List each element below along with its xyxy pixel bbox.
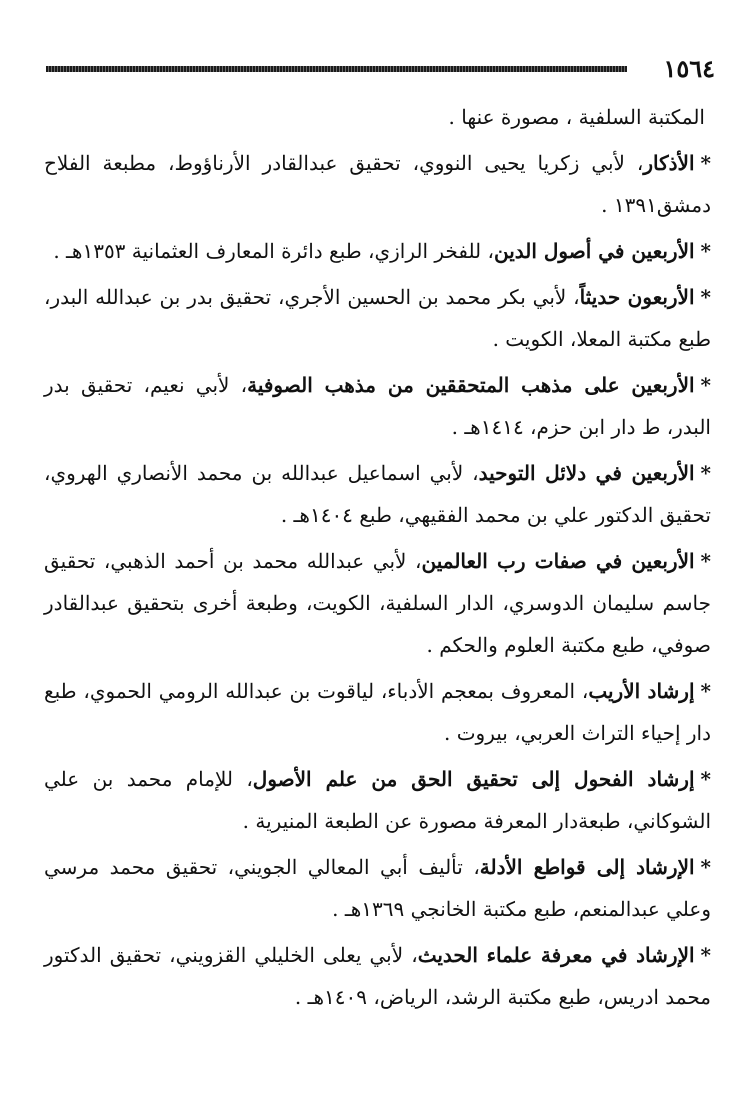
bibliography-entry: [44, 230, 711, 272]
entry-title: الأربعين في صفات رب العالمين: [421, 549, 695, 573]
bullet-star-icon: *: [700, 943, 711, 967]
bullet-star-icon: *: [700, 767, 711, 791]
entry-description: ، لأبي زكريا يحيى النووي، تحقيق عبدالقادر الأرناؤوط، مطبعة الفلاح دمشق١٣٩١ .: [44, 151, 711, 217]
entry-description: المكتبة السلفية ، مصورة عنها .: [448, 105, 705, 129]
entry-title: الإرشاد إلى قواطع الأدلة: [479, 855, 695, 879]
bibliography-entry: [44, 846, 711, 930]
bullet-star-icon: *: [700, 549, 711, 573]
entry-title: الإرشاد في معرفة علماء الحديث: [417, 943, 695, 967]
entry-description: ، للإمام محمد بن علي الشوكاني، طبعةدار المعرفة مصورة عن الطبعة المنيرية .: [44, 767, 711, 833]
bibliography-entry: [44, 540, 711, 666]
bullet-star-icon: *: [700, 461, 712, 485]
entry-description: ، لأبي بكر محمد بن الحسين الأجري، تحقيق بدر بن عبدالله البدر، طبع مكتبة المعلا، الكويت .: [44, 285, 711, 351]
bullet-star-icon: *: [700, 285, 711, 309]
bullet-star-icon: *: [700, 239, 711, 263]
entry-description: ، لأبي اسماعيل عبدالله بن محمد الأنصاري الهروي، تحقيق الدكتور علي بن محمد الفقيهي، طبع ١٤٠٤هـ .: [44, 461, 711, 527]
entry-description: ، لأبي عبدالله محمد بن أحمد الذهبي، تحقيق جاسم سليمان الدوسري، الدار السلفية، الكويت، وطبعة أخرى بتحقيق عبدالقادر صوفي، طبع مكتبة العلوم والحكم .: [44, 549, 712, 657]
bibliography-entry: [44, 142, 711, 226]
page-number: ١٥٦٤: [663, 54, 715, 83]
entry-title: إرشاد الأريب: [588, 679, 695, 703]
bibliography-list: [44, 96, 711, 1022]
bibliography-entry: [44, 452, 711, 536]
entry-title: إرشاد الفحول إلى تحقيق الحق من علم الأصول: [252, 767, 695, 791]
entry-title: الأربعين في دلائل التوحيد: [478, 461, 695, 485]
entry-description: ، المعروف بمعجم الأدباء، لياقوت بن عبدالله الرومي الحموي، طبع دار إحياء التراث العربي، بيروت .: [44, 679, 711, 745]
entry-description: ، للفخر الرازي، طبع دائرة المعارف العثمانية ١٣٥٣هـ .: [53, 239, 494, 263]
bibliography-entry: [44, 276, 711, 360]
page-header: [46, 54, 715, 84]
bullet-star-icon: *: [700, 151, 711, 175]
bullet-star-icon: *: [700, 679, 711, 703]
entry-description: ، لأبي يعلى الخليلي القزويني، تحقيق الدكتور محمد ادريس، طبع مكتبة الرشد، الرياض، ١٤٠٩هـ .: [44, 943, 711, 1009]
entry-title: الأربعون حديثاً: [579, 285, 695, 309]
bullet-star-icon: *: [700, 855, 711, 879]
entry-description: ، تأليف أبي المعالي الجويني، تحقيق محمد مرسي وعلي عبدالمنعم، طبع مكتبة الخانجي ١٣٦٩هـ .: [44, 855, 711, 921]
bibliography-entry: [44, 670, 711, 754]
bullet-star-icon: *: [700, 373, 711, 397]
header-rule: [46, 66, 627, 72]
entry-title: الأربعين على مذهب المتحققين من مذهب الصوفية: [247, 373, 695, 397]
bibliography-entry: [44, 758, 711, 842]
bibliography-entry: [44, 96, 711, 138]
bibliography-entry: [44, 934, 711, 1018]
entry-title: الأربعين في أصول الدين: [493, 239, 695, 263]
entry-description: ، لأبي نعيم، تحقيق بدر البدر، ط دار ابن حزم، ١٤١٤هـ .: [44, 373, 711, 439]
bibliography-entry: [44, 364, 711, 448]
entry-title: الأذكار: [643, 151, 695, 175]
